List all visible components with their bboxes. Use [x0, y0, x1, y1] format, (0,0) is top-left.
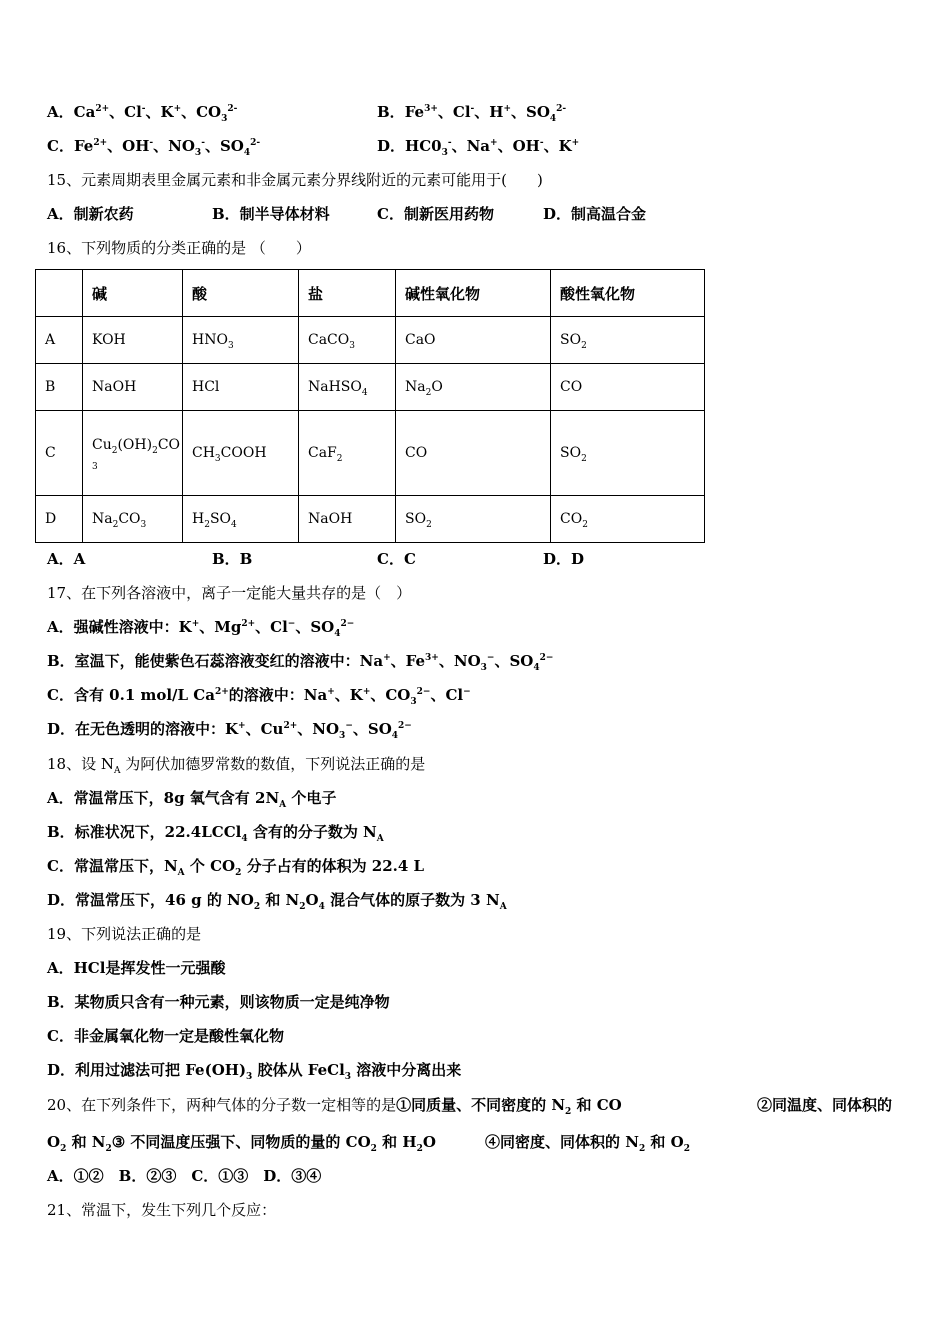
q16-option-a: A．A: [47, 550, 86, 568]
header-cell-acid: 酸: [183, 270, 299, 317]
q16-option-c: C．C: [377, 550, 416, 568]
row-label: D: [36, 496, 83, 543]
table-cell: NaOH: [83, 364, 183, 411]
q19-stem: 19、下列说法正确的是: [47, 925, 202, 943]
q15-option-c: C．制新医用药物: [377, 205, 494, 223]
q16-stem: 16、下列物质的分类正确的是 （ ）: [47, 239, 311, 257]
row-label: A: [36, 317, 83, 364]
q19-option-b: B．某物质只含有一种元素，则该物质一定是纯净物: [47, 993, 390, 1011]
q17-option-d: D．在无色透明的溶液中：K+、$Cu^{2+}$、$NO_3^-$、$SO_4^{2-}$: [47, 720, 412, 741]
header-cell-salt: 盐: [299, 270, 396, 317]
q17-option-a: A．强碱性溶液中：K+、$Mg^{2+}$、Cl−、$SO_4^{2-}$: [47, 618, 355, 639]
table-cell: $CH_3COOH$: [183, 411, 299, 496]
table-cell: CO: [396, 411, 551, 496]
q14-option-a: A．$Ca^{2+}$、Cl-、K+、$CO_3^{2-}$: [47, 103, 238, 124]
table-cell: $Na_2CO_3$: [83, 496, 183, 543]
table-cell: $HNO_3$: [183, 317, 299, 364]
q16-option-d: D．D: [543, 550, 585, 568]
table-cell: $SO_2$: [551, 411, 705, 496]
header-cell-blank: [36, 270, 83, 317]
table-row: [36, 496, 705, 543]
table-cell: HCl: [183, 364, 299, 411]
table-row: [36, 411, 705, 496]
q14-option-c: C．$Fe^{2+}$、OH-、$NO_3^-$、$SO_4^{2-}$: [47, 137, 261, 158]
q19-option-c: C．非金属氧化物一定是酸性氧化物: [47, 1027, 284, 1045]
q17-stem: 17、在下列各溶液中，离子一定能大量共存的是（ ）: [47, 584, 412, 602]
table-row: [36, 317, 705, 364]
q17-option-b: B．室温下，能使紫色石蕊溶液变红的溶液中：Na+、$Fe^{3+}$、$NO_3^-$、$SO_4^{2-}$: [47, 652, 554, 673]
q19-option-d: D．利用过滤法可把 $Fe(OH)_3$ 胶体从 FeCl$_3$ 溶液中分离出来: [47, 1061, 462, 1082]
q18-option-d: D．常温常压下，46 g 的 $NO_2$ 和 $N_2O_4$ 混合气体的原子数为 3 $N_A$: [47, 891, 507, 912]
table-cell: $Cu_2(OH)_2CO$ $_3$: [83, 411, 183, 496]
table-cell: NaHSO$_4$: [299, 364, 396, 411]
q18-option-c: C．常温常压下，$N_A$ 个 $CO_2$ 分子占有的体积为 22.4 L: [47, 857, 425, 878]
header-cell-basic-oxide: 碱性氧化物: [396, 270, 551, 317]
table-cell: NaOH: [299, 496, 396, 543]
row-label: C: [36, 411, 83, 496]
q15-option-a: A．制新农药: [47, 205, 134, 223]
q19-option-a: A．HCl是挥发性一元强酸: [47, 959, 226, 977]
table-cell: CaO: [396, 317, 551, 364]
q18-stem: 18、设 $N_A$ 为阿伏加德罗常数的数值，下列说法正确的是: [47, 755, 426, 776]
table-row: [36, 364, 705, 411]
q16-option-b: B．B: [212, 550, 253, 568]
table-cell: $SO_2$: [551, 317, 705, 364]
table-cell: $H_2SO_4$: [183, 496, 299, 543]
table-cell: CaCO$_3$: [299, 317, 396, 364]
table-cell: $Na_2O$: [396, 364, 551, 411]
q17-option-c: C．含有 0.1 mol/L $Ca^{2+}$的溶液中：Na+、K+、$CO_3^{2-}$、Cl−: [47, 686, 471, 707]
row-label: B: [36, 364, 83, 411]
q14-option-d: D．$HC0_3^-$、Na+、OH-、K+: [377, 137, 580, 158]
q21-stem: 21、常温下，发生下列几个反应：: [47, 1201, 277, 1219]
q18-option-b: B．标准状况下，22.4LCCl$_4$ 含有的分子数为 $N_A$: [47, 823, 384, 844]
q20-options: A．①② B．②③ C．①③ D．③④: [47, 1167, 322, 1185]
q15-stem: 15、元素周期表里金属元素和非金属元素分界线附近的元素可能用于( ): [47, 171, 543, 189]
q15-option-b: B．制半导体材料: [212, 205, 330, 223]
q20-stem-part2: ②同温度、同体积的: [757, 1096, 893, 1114]
table-cell: KOH: [83, 317, 183, 364]
q20-stem-line2: $O_2$ 和 $N_2③$ 不同温度压强下、同物质的量的 $CO_2$ 和 $H_2O$: [47, 1133, 436, 1154]
header-cell-acidic-oxide: 酸性氧化物: [551, 270, 705, 317]
q15-option-d: D．制高温合金: [543, 205, 647, 223]
table-header-row: [36, 270, 705, 317]
q14-option-b: B．$Fe^{3+}$、Cl-、H+、$SO_4^{2-}$: [377, 103, 567, 124]
classification-table: [35, 269, 705, 543]
table-cell: CaF$_2$: [299, 411, 396, 496]
q20-stem-line1: 20、在下列条件下，两种气体的分子数一定相等的是①同质量、不同密度的 $N_2$ 和 CO: [47, 1096, 622, 1117]
q20-stem-part4: ④同密度、同体积的 $N_2$ 和 $O_2$: [485, 1133, 690, 1154]
q18-option-a: A．常温常压下，8g 氧气含有 $2N_A$ 个电子: [47, 789, 337, 810]
header-cell-base: 碱: [83, 270, 183, 317]
table-cell: CO: [551, 364, 705, 411]
table-cell: $CO_2$: [551, 496, 705, 543]
table-cell: $SO_2$: [396, 496, 551, 543]
